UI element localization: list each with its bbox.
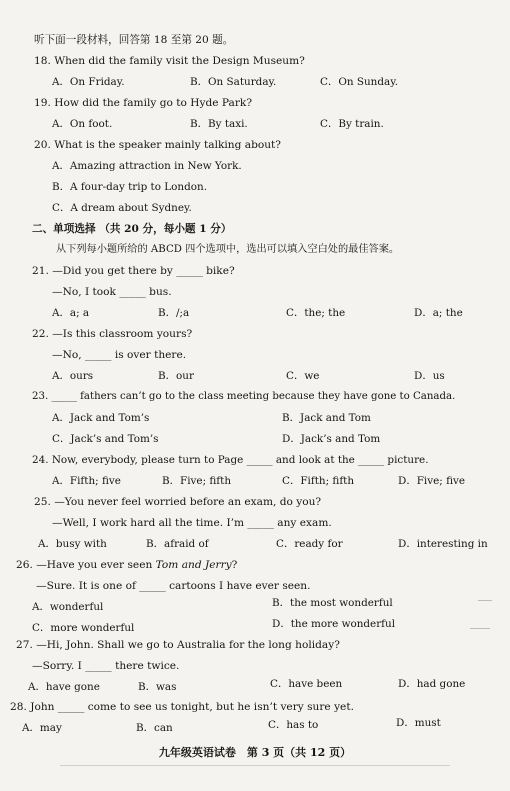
- q26-option-d: D．the more wonderful: [272, 618, 396, 630]
- q25-response: —Well, I work hard all the time. I’m _____ any exam.: [52, 517, 332, 529]
- q24-option-a: A．Fifth; five: [52, 475, 121, 487]
- question-18: 18. When did the family visit the Design Museum?: [34, 55, 305, 67]
- question-26-title: Tom and Jerry: [155, 559, 232, 571]
- section2-instruction: 从下列每小题所给的 ABCD 四个选项中，选出可以填入空白处的最佳答案。: [56, 244, 400, 255]
- q25-option-d: D．interesting in: [398, 538, 488, 550]
- q21-response: —No, I took _____ bus.: [52, 286, 172, 298]
- question-28: 28. John _____ come to see us tonight, but he isn’t very sure yet.: [10, 701, 354, 713]
- q28-option-d: D．must: [396, 717, 441, 729]
- q20-option-c: C．A dream about Sydney.: [52, 202, 192, 214]
- q22-response: —No, _____ is over there.: [52, 349, 187, 361]
- q27-option-b: B．was: [138, 681, 177, 693]
- question-22: 22. —Is this classroom yours?: [32, 328, 193, 340]
- q27-option-c: C．have been: [270, 678, 343, 690]
- q18-option-c: C．On Sunday.: [320, 76, 398, 88]
- footer-divider: [60, 765, 450, 766]
- scan-mark: [478, 600, 492, 601]
- q21-option-d: D．a; the: [414, 307, 463, 319]
- q28-option-a: A．may: [22, 722, 62, 734]
- question-26-mark: ?: [231, 559, 238, 571]
- q23-option-d: D．Jack’s and Tom: [282, 433, 381, 445]
- q19-option-b: B．By taxi.: [190, 118, 248, 130]
- question-19: 19. How did the family go to Hyde Park?: [34, 97, 253, 109]
- q26-option-a: A．wonderful: [32, 601, 104, 613]
- q19-option-a: A．On foot.: [52, 118, 113, 130]
- q25-option-a: A．busy with: [38, 538, 107, 550]
- question-24: 24. Now, everybody, please turn to Page _____ and look at the _____ picture.: [32, 454, 429, 466]
- page-footer: 九年级英语试卷 第 3 页（共 12 页）: [158, 746, 352, 759]
- q22-option-c: C．we: [286, 370, 320, 382]
- q20-option-a: A．Amazing attraction in New York.: [52, 160, 242, 172]
- q24-option-c: C．Fifth; fifth: [282, 475, 355, 487]
- q26-option-c: C．more wonderful: [32, 622, 135, 634]
- section1-instruction: 听下面一段材料，回答第 18 至第 20 题。: [34, 34, 234, 46]
- question-26: [16, 558, 237, 572]
- q26-response: —Sure. It is one of _____ cartoons I have ever seen.: [36, 580, 311, 592]
- q26-option-b: B．the most wonderful: [272, 597, 393, 609]
- question-20: 20. What is the speaker mainly talking about?: [34, 139, 281, 151]
- question-26-text: 26. —Have you ever seen: [16, 559, 156, 571]
- q21-option-a: A．a; a: [52, 307, 90, 319]
- q23-option-a: A．Jack and Tom’s: [52, 412, 150, 424]
- question-27: 27. —Hi, John. Shall we go to Australia for the long holiday?: [16, 639, 340, 651]
- section2-title: 二、单项选择 （共 20 分，每小题 1 分）: [32, 223, 232, 235]
- q24-option-b: B．Five; fifth: [162, 475, 232, 487]
- scan-mark: [470, 628, 490, 629]
- q28-option-c: C．has to: [268, 719, 319, 731]
- q19-option-c: C．By train.: [320, 118, 384, 130]
- q18-option-b: B．On Saturday.: [190, 76, 277, 88]
- q22-option-b: B．our: [158, 370, 194, 382]
- q27-option-d: D．had gone: [398, 678, 466, 690]
- q22-option-d: D．us: [414, 370, 445, 382]
- q21-option-c: C．the; the: [286, 307, 346, 319]
- q25-option-b: B．afraid of: [146, 538, 209, 550]
- q27-response: —Sorry. I _____ there twice.: [32, 660, 180, 672]
- q21-option-b: B．/;a: [158, 307, 190, 319]
- q22-option-a: A．ours: [52, 370, 94, 382]
- q18-option-a: A．On Friday.: [52, 76, 125, 88]
- question-25: 25. —You never feel worried before an exam, do you?: [34, 496, 322, 508]
- q25-option-c: C．ready for: [276, 538, 343, 550]
- q28-option-b: B．can: [136, 722, 173, 734]
- q23-option-c: C．Jack’s and Tom’s: [52, 433, 159, 445]
- q27-option-a: A．have gone: [28, 681, 100, 693]
- q24-option-d: D．Five; five: [398, 475, 466, 487]
- q20-option-b: B．A four-day trip to London.: [52, 181, 208, 193]
- q23-option-b: B．Jack and Tom: [282, 412, 371, 424]
- question-21: 21. —Did you get there by _____ bike?: [32, 265, 235, 277]
- question-23: 23. _____ fathers can’t go to the class meeting because they have gone to Canada.: [32, 391, 456, 402]
